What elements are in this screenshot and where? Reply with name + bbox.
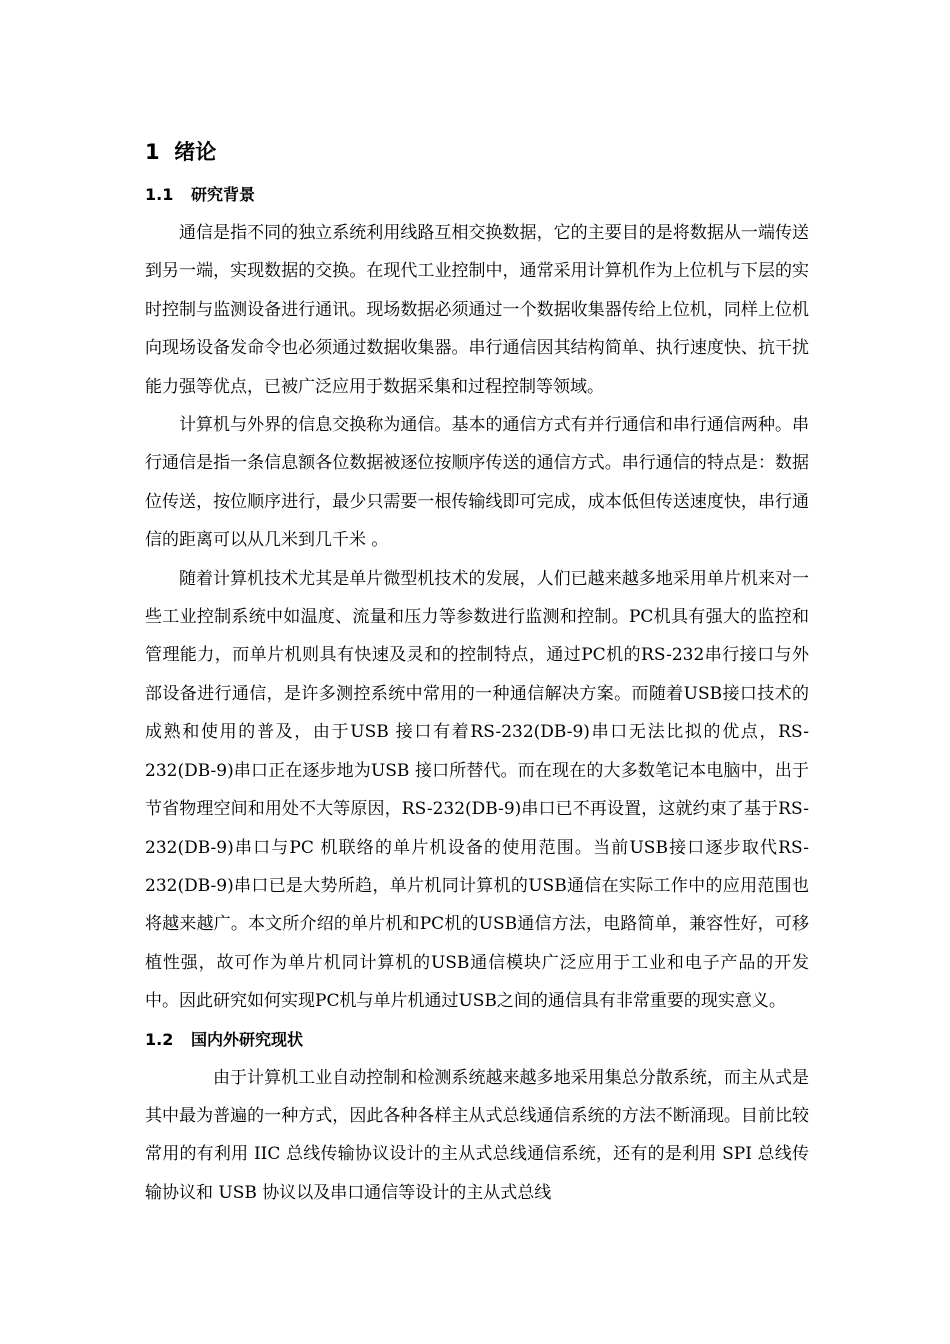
paragraph: 通信是指不同的独立系统利用线路互相交换数据，它的主要目的是将数据从一端传送到另一端，实现数据的交换。在现代工业控制中，通常采用计算机作为上位机与下层的实时控制与监测设备进行通讯。现场数据必须通过一个数据收集器传给上位机，同样上位机向现场设备发命令也必须通过数据收集器。串行通信因其结构简单、执行速度快、抗干扰能力强等优点，已被广泛应用于数据采集和过程控制等领域。 <box>145 223 809 397</box>
section-heading-1-2 <box>145 1021 809 1059</box>
section-number: 1.2 <box>145 1029 174 1049</box>
chapter-title: 绪论 <box>174 140 217 164</box>
section-heading-1-1 <box>145 176 809 214</box>
chapter-heading <box>145 128 809 176</box>
paragraph: 计算机与外界的信息交换称为通信。基本的通信方式有并行通信和串行通信两种。串行通信是指一条信息额各位数据被逐位按顺序传送的通信方式。串行通信的特点是：数据位传送，按位顺序进行，最少只需要一根传输线即可完成，成本低但传送速度快，串行通信的距离可以从几米到几千米 。 <box>145 415 809 551</box>
section-title: 国内外研究现状 <box>191 1029 304 1049</box>
chapter-number: 1 <box>145 140 160 164</box>
paragraph: 随着计算机技术尤其是单片微型机技术的发展，人们已越来越多地采用单片机来对一些工业控制系统中如温度、流量和压力等参数进行监测和控制。PC机具有强大的监控和管理能力，而单片机则具有快速及灵和的控制特点，通过PC机的RS-232串行接口与外部设备进行通信，是许多测控系统中常用的一种通信解决方案。而随着USB接口技术的成熟和使用的普及，由于USB 接口有着RS-232(DB-9)串口无法比拟的优点，RS-232(DB-9)串口正在逐步地为USB 接口所替代。而在现在的大多数笔记本电脑中，出于节省物理空间和用处不大等原因，RS-232(DB-9)串口已不再设置，这就约束了基于RS-232(DB-9)串口与PC 机联络的单片机设备的使用范围。当前USB接口逐步取代RS-232(DB-9)串口已是大势所趋，单片机同计算机的USB通信在实际工作中的应用范围也将越来越广。本文所介绍的单片机和PC机的USB通信方法，电路简单，兼容性好，可移植性强，故可作为单片机同计算机的USB通信模块广泛应用于工业和电子产品的开发中。因此研究如何实现PC机与单片机通过USB之间的通信具有非常重要的现实意义。 <box>145 568 809 1012</box>
paragraph: 由于计算机工业自动控制和检测系统越来越多地采用集总分散系统，而主从式是其中最为普遍的一种方式，因此各种各样主从式总线通信系统的方法不断涌现。目前比较常用的有利用 IIC 总线传输协议设计的主从式总线通信系统，还有的是利用 SPI 总线传输协议和 USB 协议以及串口通信等设计的主从式总线 <box>145 1067 809 1203</box>
section-title: 研究背景 <box>191 185 256 204</box>
section-number: 1.1 <box>145 185 174 204</box>
document-page <box>145 128 809 1212</box>
